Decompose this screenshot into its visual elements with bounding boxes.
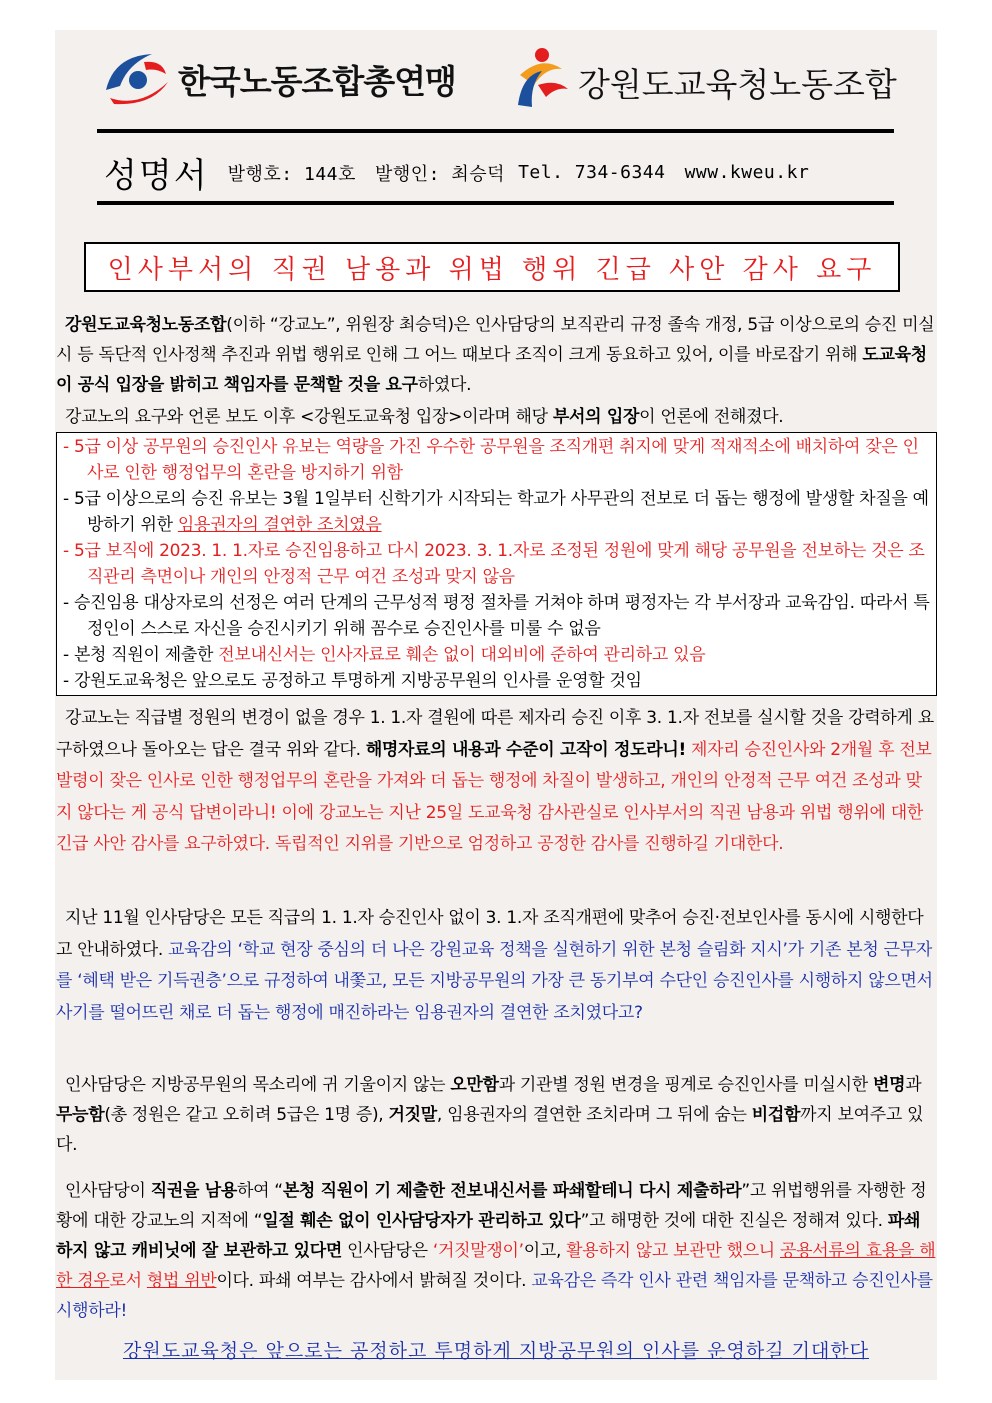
p6-b3: 일절 훼손 없이 인사담당자가 관리하고 있다 — [262, 1211, 581, 1231]
p3-text: 강교노는 직급별 정원의 변경이 없을 경우 1. 1.자 결원에 따른 제자리 승진 이후 3. 1.자 전보를 실시할 것을 강력하게 요구하였으나 돌아오는 답은 결국 위와 같다. — [56, 708, 934, 760]
p6-b2: 본청 직원이 기 제출한 전보내신서를 파쇄할테니 다시 제출하라 — [282, 1181, 742, 1201]
statement-item-3: - 5급 보직에 2023. 1. 1.자로 승진임용하고 다시 2023. 3. 1.자로 조정된 정원에 맞게 해당 공무원을 전보하는 것은 조직관리 측면이나 개인의 안정적 근무 여건 조성과 맞지 않음 — [63, 541, 925, 587]
p2-tail: 이 언론에 전해졌다. — [639, 407, 784, 427]
education-office-statement-box — [56, 432, 937, 696]
issue-number: 발행호: 144호 — [227, 163, 356, 185]
kweu-emblem-icon — [512, 45, 572, 111]
p6-t5: 인사담당은 — [342, 1241, 433, 1261]
statement-item-5-red: 전보내신서는 인사자료로 훼손 없이 대외비에 준하여 관리하고 있음 — [218, 645, 706, 665]
p5-cowardice: 비겁함 — [751, 1105, 801, 1125]
p4-text: 지난 11월 인사담당은 모든 직급의 1. 1.자 승진인사 없이 3. 1.자 조직개편에 맞추어 승진·전보인사를 동시에 시행한다고 안내하였다. — [56, 908, 924, 960]
masthead — [104, 148, 904, 198]
p3-bold: 해명자료의 내용과 수준이 고작이 정도라니! — [365, 739, 686, 760]
p6-t3: ”고 위법행위를 자행한 정황에 대한 강교노의 지적에 “ — [56, 1181, 927, 1231]
p1-text: (이하 “강교노”, 위원장 최승덕)은 인사담당의 보직관리 규정 졸속 개정, 5급 이상으로의 승진 미실시 등 독단적 인사정책 추진과 위법 행위로 인해 그 어느 때보다 조직이 크게 동요하고 있어, 이를 바로잡기 위해 — [56, 315, 935, 365]
statement-item-2-underline: 임용권자의 결연한 조치였음 — [177, 515, 382, 535]
paragraph-1 — [56, 310, 936, 400]
statement-item-5 — [63, 642, 930, 668]
p6-b1: 직권을 남용 — [150, 1181, 237, 1201]
publisher: 발행인: 최승덕 — [374, 163, 505, 185]
p6-b4: 파쇄하지 않고 캐비닛에 잘 보관하고 있다면 — [56, 1211, 921, 1261]
paragraph-5 — [56, 1070, 936, 1160]
p5-t6: 까지 보여주고 있다. — [56, 1105, 924, 1155]
p5-lie: 거짓말 — [388, 1105, 437, 1125]
p6-blue: 교육감은 즉각 인사 관련 책임자를 문책하고 승진인사를 시행하라! — [56, 1271, 933, 1321]
p6-t6: 이고, — [523, 1241, 567, 1261]
p6-r2: 활용하지 않고 보관만 했으니 — [566, 1241, 781, 1261]
p3-red: 제자리 승진인사와 2개월 후 전보발령이 잦은 인사로 인한 행정업무의 혼란을 가져와 더 돕는 행정에 차질이 발생하고, 개인의 안정적 근무 여건 조성과 맞지 않다는 게 공식 답변이라니! 이에 강교노는 지난 25일 도교육청 감사관실로 인사부서의 직권 남용과 위법 행위에 대한 긴급 사안 감사를 요구하였다. 독립적인 지위를 기반으로 엄정하고 공정한 감사를 진행하길 기대한다. — [56, 739, 932, 854]
p5-incompetence: 무능함 — [56, 1105, 105, 1125]
paragraph-3 — [56, 703, 936, 861]
p5-arrogance: 오만함 — [450, 1075, 499, 1095]
p1-tail: 하였다. — [417, 375, 472, 395]
kweu-logo — [512, 45, 912, 111]
website-link[interactable]: www.kweu.kr — [684, 162, 810, 183]
p5-excuse: 변명 — [872, 1075, 906, 1095]
statement-item-6: - 강원도교육청은 앞으로도 공정하고 투명하게 지방공무원의 인사를 운영할 것임 — [63, 671, 642, 691]
p6-liar: ‘거짓말쟁이’ — [432, 1241, 524, 1261]
p4-blue: 교육감의 ‘학교 현장 중심의 더 나은 강원교육 정책을 실현하기 위한 본청 슬림화 지시’가 기존 본청 근무자를 ‘혜택 받은 기득권층’으로 규정하여 내쫓고, 모든 지방공무원의 가장 큰 동기부여 수단인 승진인사를 시행하지 않으면서 사기를 떨어뜨린 채로 더 돕는 행정에 매진하라는 임용권자의 결연한 조치였다고? — [56, 939, 933, 1023]
header-rule-bottom — [97, 201, 894, 205]
title-box — [84, 242, 900, 292]
p6-t7: 이다. 파쇄 여부는 감사에서 밝혀질 것이다. — [216, 1271, 532, 1291]
p5-t5: , 임용권자의 결연한 조치라며 그 뒤에 숨는 — [436, 1105, 752, 1125]
p6-t1: 인사담당이 — [65, 1181, 151, 1201]
doc-type: 성명서 — [104, 156, 209, 196]
p6-r4: 로서 — [109, 1271, 147, 1291]
p2-text: 강교노의 요구와 언론 보도 이후 <강원도교육청 입장>이라며 해당 — [65, 407, 553, 427]
closing-statement: 강원도교육청은 앞으로는 공정하고 투명하게 지방공무원의 인사를 운영하길 기대한다 — [122, 1340, 870, 1362]
p5-t1: 인사담당은 지방공무원의 목소리에 귀 기울이지 않는 — [65, 1075, 451, 1095]
header-rule-top — [97, 129, 894, 133]
fkftu-emblem-icon — [100, 48, 180, 108]
statement-item-1: - 5급 이상 공무원의 승진인사 유보는 역량을 가진 우수한 공무원을 조직개편 취지에 맞게 적재적소에 배치하여 잦은 인사로 인한 행정업무의 혼란을 방지하기 위함 — [63, 437, 919, 483]
paragraph-6 — [56, 1176, 936, 1326]
p1-demand: 도교육청이 공식 입장을 밝히고 책임자를 문책할 것을 요구 — [56, 345, 927, 395]
fkftu-logo — [100, 48, 456, 108]
p6-t4: ”고 해명한 것에 대한 진실은 정해져 있다. — [580, 1211, 888, 1231]
p6-r3: 공용서류의 효용을 해한 경우 — [56, 1241, 936, 1291]
statement-item-5-text: - 본청 직원이 제출한 — [63, 645, 219, 665]
kweu-name: 강원도교육청노동조합 — [578, 65, 897, 104]
p5-t4: (총 정원은 같고 오히려 5급은 1명 증), — [104, 1105, 389, 1125]
statement-title: 인사부서의 직권 남용과 위법 행위 긴급 사안 감사 요구 — [107, 254, 877, 285]
p6-t2: 하여 “ — [236, 1181, 283, 1201]
p2-bold: 부서의 입장 — [552, 407, 640, 427]
p6-criminal-law: 형법 위반 — [146, 1271, 217, 1291]
p5-t2: 과 기관별 정원 변경을 핑계로 승진인사를 미실시한 — [498, 1075, 873, 1095]
p5-t3: 과 — [905, 1075, 922, 1095]
paragraph-4 — [56, 903, 936, 1029]
telephone: Tel. 734-6344 — [518, 162, 666, 183]
paragraph-2 — [56, 402, 936, 432]
statement-item-4: - 승진임용 대상자로의 선정은 여러 단계의 근무성적 평정 절차를 거쳐야 하며 평정자는 각 부서장과 교육감임. 따라서 특정인이 스스로 자신을 승진시키기 위해 꼼수로 승진인사를 미룰 수 없음 — [63, 593, 930, 639]
fkftu-name: 한국노동조합총연맹 — [178, 62, 456, 101]
statement-item-2-text: - 5급 이상으로의 승진 유보는 3월 1일부터 신학기가 시작되는 학교가 사무관의 전보로 더 돕는 행정에 발생할 차질을 예방하기 위한 — [63, 489, 929, 535]
union-name: 강원도교육청노동조합 — [65, 315, 227, 335]
statement-item-2 — [63, 486, 930, 538]
